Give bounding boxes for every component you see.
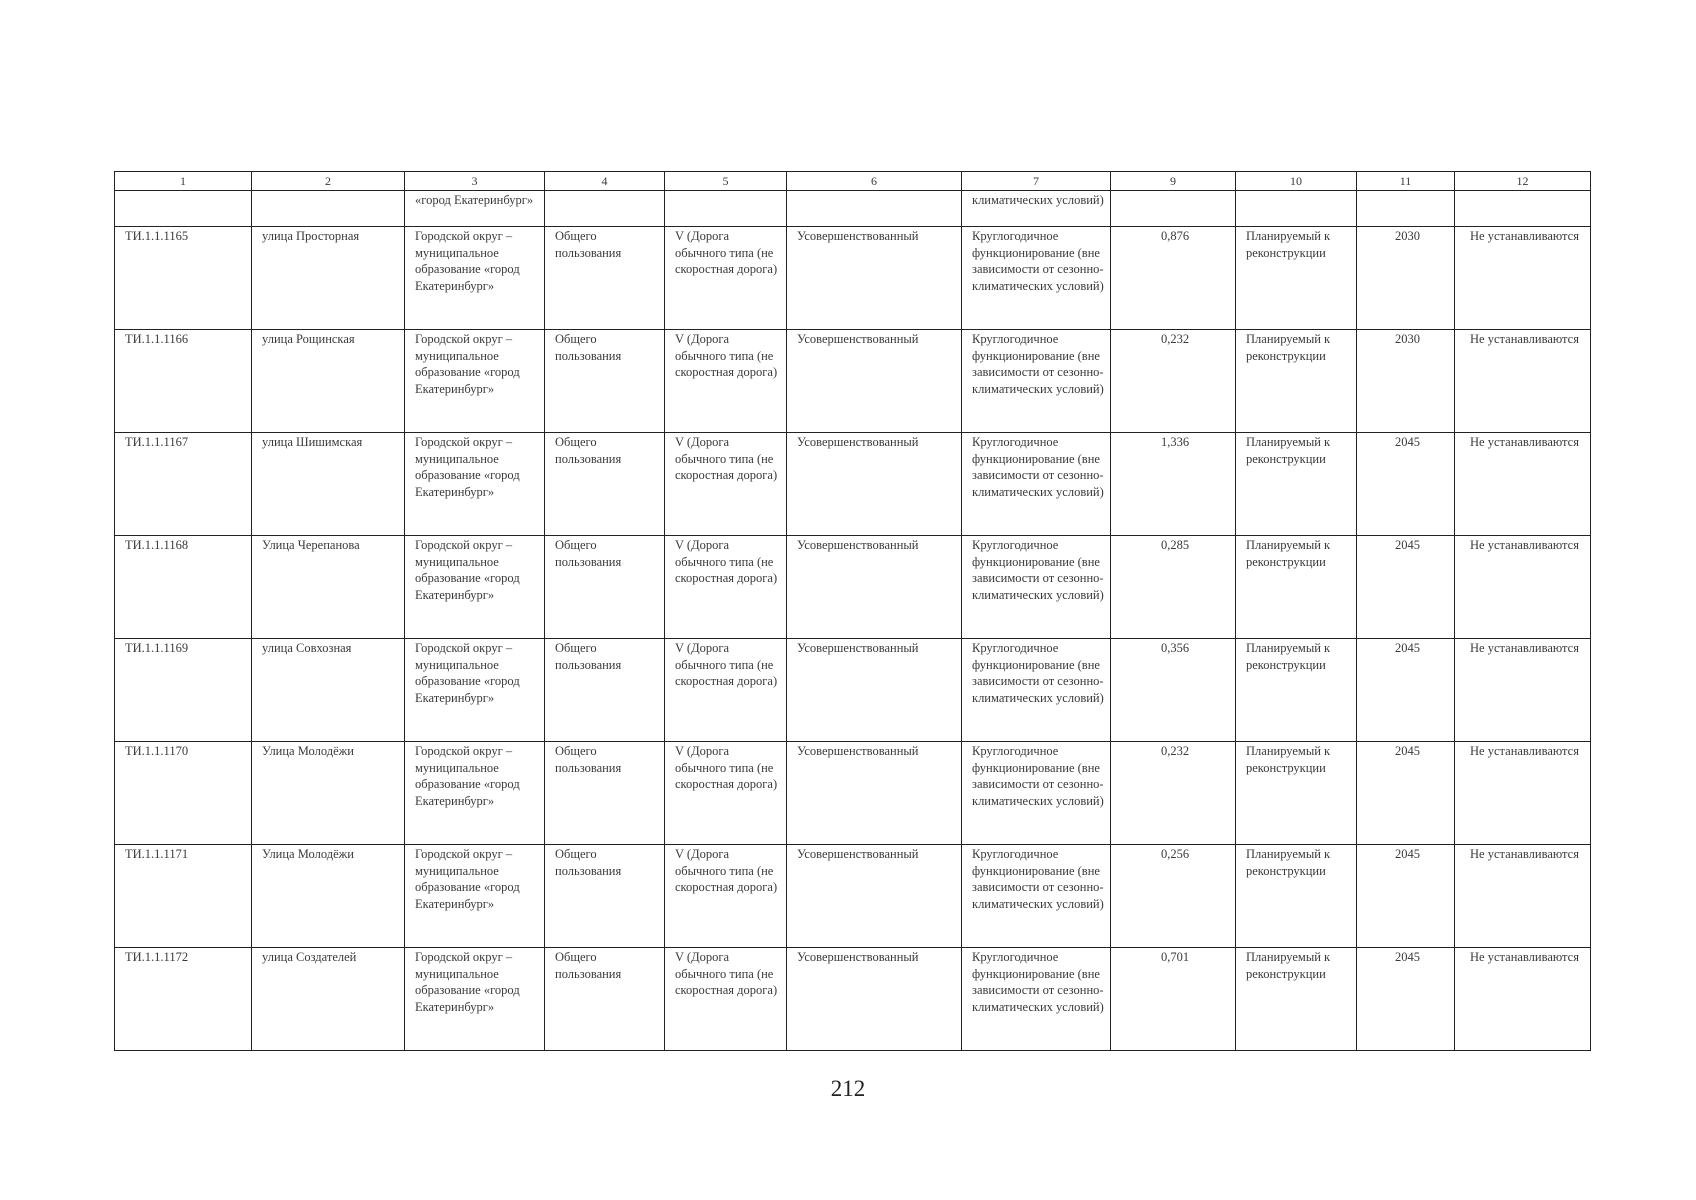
zones-cell: Не устанавливаются bbox=[1455, 948, 1591, 1051]
column-header: 12 bbox=[1455, 172, 1591, 191]
purpose-cell: Общего пользования bbox=[545, 330, 665, 433]
operation-mode-cell: Круглогодичное функционирование (вне зависимости от сезонно-климатических условий) bbox=[962, 536, 1111, 639]
surface-type-cell: Усовершенствованный bbox=[787, 948, 962, 1051]
length-cell: 0,232 bbox=[1111, 742, 1236, 845]
table-body bbox=[115, 191, 1591, 1051]
table-row bbox=[115, 742, 1591, 845]
object-id-cell: ТИ.1.1.1169 bbox=[115, 639, 252, 742]
road-category-cell: V (Дорога обычного типа (не скоростная дорога) bbox=[665, 948, 787, 1051]
table-header bbox=[115, 172, 1591, 191]
operation-mode-cell: Круглогодичное функционирование (вне зависимости от сезонно-климатических условий) bbox=[962, 948, 1111, 1051]
purpose-cell: Общего пользования bbox=[545, 845, 665, 948]
object-id-cell: ТИ.1.1.1165 bbox=[115, 227, 252, 330]
municipality-cell: Городской округ – муниципальное образование «город Екатеринбург» bbox=[405, 227, 545, 330]
operation-mode-cell: Круглогодичное функционирование (вне зависимости от сезонно-климатических условий) bbox=[962, 227, 1111, 330]
status-cell: Планируемый к реконструкции bbox=[1236, 536, 1357, 639]
column-header: 2 bbox=[252, 172, 405, 191]
surface-type-cell: Усовершенствованный bbox=[787, 639, 962, 742]
purpose-cell: Общего пользования bbox=[545, 639, 665, 742]
road-category-cell: V (Дорога обычного типа (не скоростная дорога) bbox=[665, 536, 787, 639]
operation-mode-cell: Круглогодичное функционирование (вне зависимости от сезонно-климатических условий) bbox=[962, 433, 1111, 536]
column-header: 5 bbox=[665, 172, 787, 191]
status-cell: Планируемый к реконструкции bbox=[1236, 948, 1357, 1051]
operation-mode-cell: Круглогодичное функционирование (вне зависимости от сезонно-климатических условий) bbox=[962, 330, 1111, 433]
purpose-cell: Общего пользования bbox=[545, 536, 665, 639]
zones-cell: Не устанавливаются bbox=[1455, 742, 1591, 845]
object-id-cell: ТИ.1.1.1170 bbox=[115, 742, 252, 845]
street-name-cell: улица Совхозная bbox=[252, 639, 405, 742]
length-cell: 0,232 bbox=[1111, 330, 1236, 433]
length-cell: 0,256 bbox=[1111, 845, 1236, 948]
object-id-cell: ТИ.1.1.1166 bbox=[115, 330, 252, 433]
table-cell bbox=[1357, 191, 1455, 227]
municipality-cell: Городской округ – муниципальное образование «город Екатеринбург» bbox=[405, 433, 545, 536]
zones-cell: Не устанавливаются bbox=[1455, 536, 1591, 639]
road-category-cell: V (Дорога обычного типа (не скоростная дорога) bbox=[665, 742, 787, 845]
header-row bbox=[115, 172, 1591, 191]
table-cell bbox=[1111, 191, 1236, 227]
table-row bbox=[115, 845, 1591, 948]
table-row bbox=[115, 227, 1591, 330]
municipality-cell: Городской округ – муниципальное образование «город Екатеринбург» bbox=[405, 536, 545, 639]
table-row bbox=[115, 948, 1591, 1051]
table-cell: климатических условий) bbox=[962, 191, 1111, 227]
object-id-cell: ТИ.1.1.1172 bbox=[115, 948, 252, 1051]
table-cell bbox=[1236, 191, 1357, 227]
street-name-cell: Улица Молодёжи bbox=[252, 845, 405, 948]
road-category-cell: V (Дорога обычного типа (не скоростная дорога) bbox=[665, 330, 787, 433]
length-cell: 0,356 bbox=[1111, 639, 1236, 742]
year-cell: 2045 bbox=[1357, 639, 1455, 742]
object-id-cell: ТИ.1.1.1171 bbox=[115, 845, 252, 948]
status-cell: Планируемый к реконструкции bbox=[1236, 742, 1357, 845]
column-header: 6 bbox=[787, 172, 962, 191]
status-cell: Планируемый к реконструкции bbox=[1236, 845, 1357, 948]
zones-cell: Не устанавливаются bbox=[1455, 227, 1591, 330]
operation-mode-cell: Круглогодичное функционирование (вне зависимости от сезонно-климатических условий) bbox=[962, 639, 1111, 742]
road-objects-table bbox=[114, 171, 1591, 1051]
length-cell: 1,336 bbox=[1111, 433, 1236, 536]
street-name-cell: Улица Черепанова bbox=[252, 536, 405, 639]
table-cell bbox=[665, 191, 787, 227]
table-row bbox=[115, 639, 1591, 742]
page-number: 212 bbox=[830, 1076, 866, 1101]
table-cell bbox=[787, 191, 962, 227]
municipality-cell: Городской округ – муниципальное образование «город Екатеринбург» bbox=[405, 330, 545, 433]
street-name-cell: улица Просторная bbox=[252, 227, 405, 330]
municipality-cell: Городской округ – муниципальное образование «город Екатеринбург» bbox=[405, 742, 545, 845]
status-cell: Планируемый к реконструкции bbox=[1236, 639, 1357, 742]
column-header: 1 bbox=[115, 172, 252, 191]
continuation-row bbox=[115, 191, 1591, 227]
surface-type-cell: Усовершенствованный bbox=[787, 433, 962, 536]
year-cell: 2045 bbox=[1357, 536, 1455, 639]
purpose-cell: Общего пользования bbox=[545, 227, 665, 330]
object-id-cell: ТИ.1.1.1168 bbox=[115, 536, 252, 639]
status-cell: Планируемый к реконструкции bbox=[1236, 433, 1357, 536]
street-name-cell: Улица Молодёжи bbox=[252, 742, 405, 845]
year-cell: 2045 bbox=[1357, 742, 1455, 845]
year-cell: 2030 bbox=[1357, 227, 1455, 330]
table-cell bbox=[545, 191, 665, 227]
street-name-cell: улица Шишимская bbox=[252, 433, 405, 536]
length-cell: 0,285 bbox=[1111, 536, 1236, 639]
municipality-cell: Городской округ – муниципальное образование «город Екатеринбург» bbox=[405, 845, 545, 948]
column-header: 10 bbox=[1236, 172, 1357, 191]
status-cell: Планируемый к реконструкции bbox=[1236, 330, 1357, 433]
table-row bbox=[115, 536, 1591, 639]
table-row bbox=[115, 433, 1591, 536]
year-cell: 2045 bbox=[1357, 433, 1455, 536]
surface-type-cell: Усовершенствованный bbox=[787, 742, 962, 845]
table-cell bbox=[252, 191, 405, 227]
column-header: 11 bbox=[1357, 172, 1455, 191]
column-header: 7 bbox=[962, 172, 1111, 191]
table-cell bbox=[115, 191, 252, 227]
purpose-cell: Общего пользования bbox=[545, 948, 665, 1051]
table-row bbox=[115, 330, 1591, 433]
surface-type-cell: Усовершенствованный bbox=[787, 330, 962, 433]
surface-type-cell: Усовершенствованный bbox=[787, 536, 962, 639]
road-category-cell: V (Дорога обычного типа (не скоростная дорога) bbox=[665, 433, 787, 536]
length-cell: 0,876 bbox=[1111, 227, 1236, 330]
year-cell: 2045 bbox=[1357, 948, 1455, 1051]
municipality-cell: Городской округ – муниципальное образование «город Екатеринбург» bbox=[405, 948, 545, 1051]
road-category-cell: V (Дорога обычного типа (не скоростная дорога) bbox=[665, 845, 787, 948]
surface-type-cell: Усовершенствованный bbox=[787, 227, 962, 330]
municipality-cell: Городской округ – муниципальное образование «город Екатеринбург» bbox=[405, 639, 545, 742]
column-header: 3 bbox=[405, 172, 545, 191]
street-name-cell: улица Создателей bbox=[252, 948, 405, 1051]
column-header: 9 bbox=[1111, 172, 1236, 191]
year-cell: 2045 bbox=[1357, 845, 1455, 948]
operation-mode-cell: Круглогодичное функционирование (вне зависимости от сезонно-климатических условий) bbox=[962, 742, 1111, 845]
column-header: 4 bbox=[545, 172, 665, 191]
zones-cell: Не устанавливаются bbox=[1455, 845, 1591, 948]
zones-cell: Не устанавливаются bbox=[1455, 639, 1591, 742]
road-category-cell: V (Дорога обычного типа (не скоростная дорога) bbox=[665, 639, 787, 742]
zones-cell: Не устанавливаются bbox=[1455, 330, 1591, 433]
length-cell: 0,701 bbox=[1111, 948, 1236, 1051]
zones-cell: Не устанавливаются bbox=[1455, 433, 1591, 536]
status-cell: Планируемый к реконструкции bbox=[1236, 227, 1357, 330]
operation-mode-cell: Круглогодичное функционирование (вне зависимости от сезонно-климатических условий) bbox=[962, 845, 1111, 948]
object-id-cell: ТИ.1.1.1167 bbox=[115, 433, 252, 536]
road-category-cell: V (Дорога обычного типа (не скоростная дорога) bbox=[665, 227, 787, 330]
purpose-cell: Общего пользования bbox=[545, 433, 665, 536]
surface-type-cell: Усовершенствованный bbox=[787, 845, 962, 948]
year-cell: 2030 bbox=[1357, 330, 1455, 433]
purpose-cell: Общего пользования bbox=[545, 742, 665, 845]
table-cell bbox=[1455, 191, 1591, 227]
table-cell: «город Екатеринбург» bbox=[405, 191, 545, 227]
street-name-cell: улица Рощинская bbox=[252, 330, 405, 433]
